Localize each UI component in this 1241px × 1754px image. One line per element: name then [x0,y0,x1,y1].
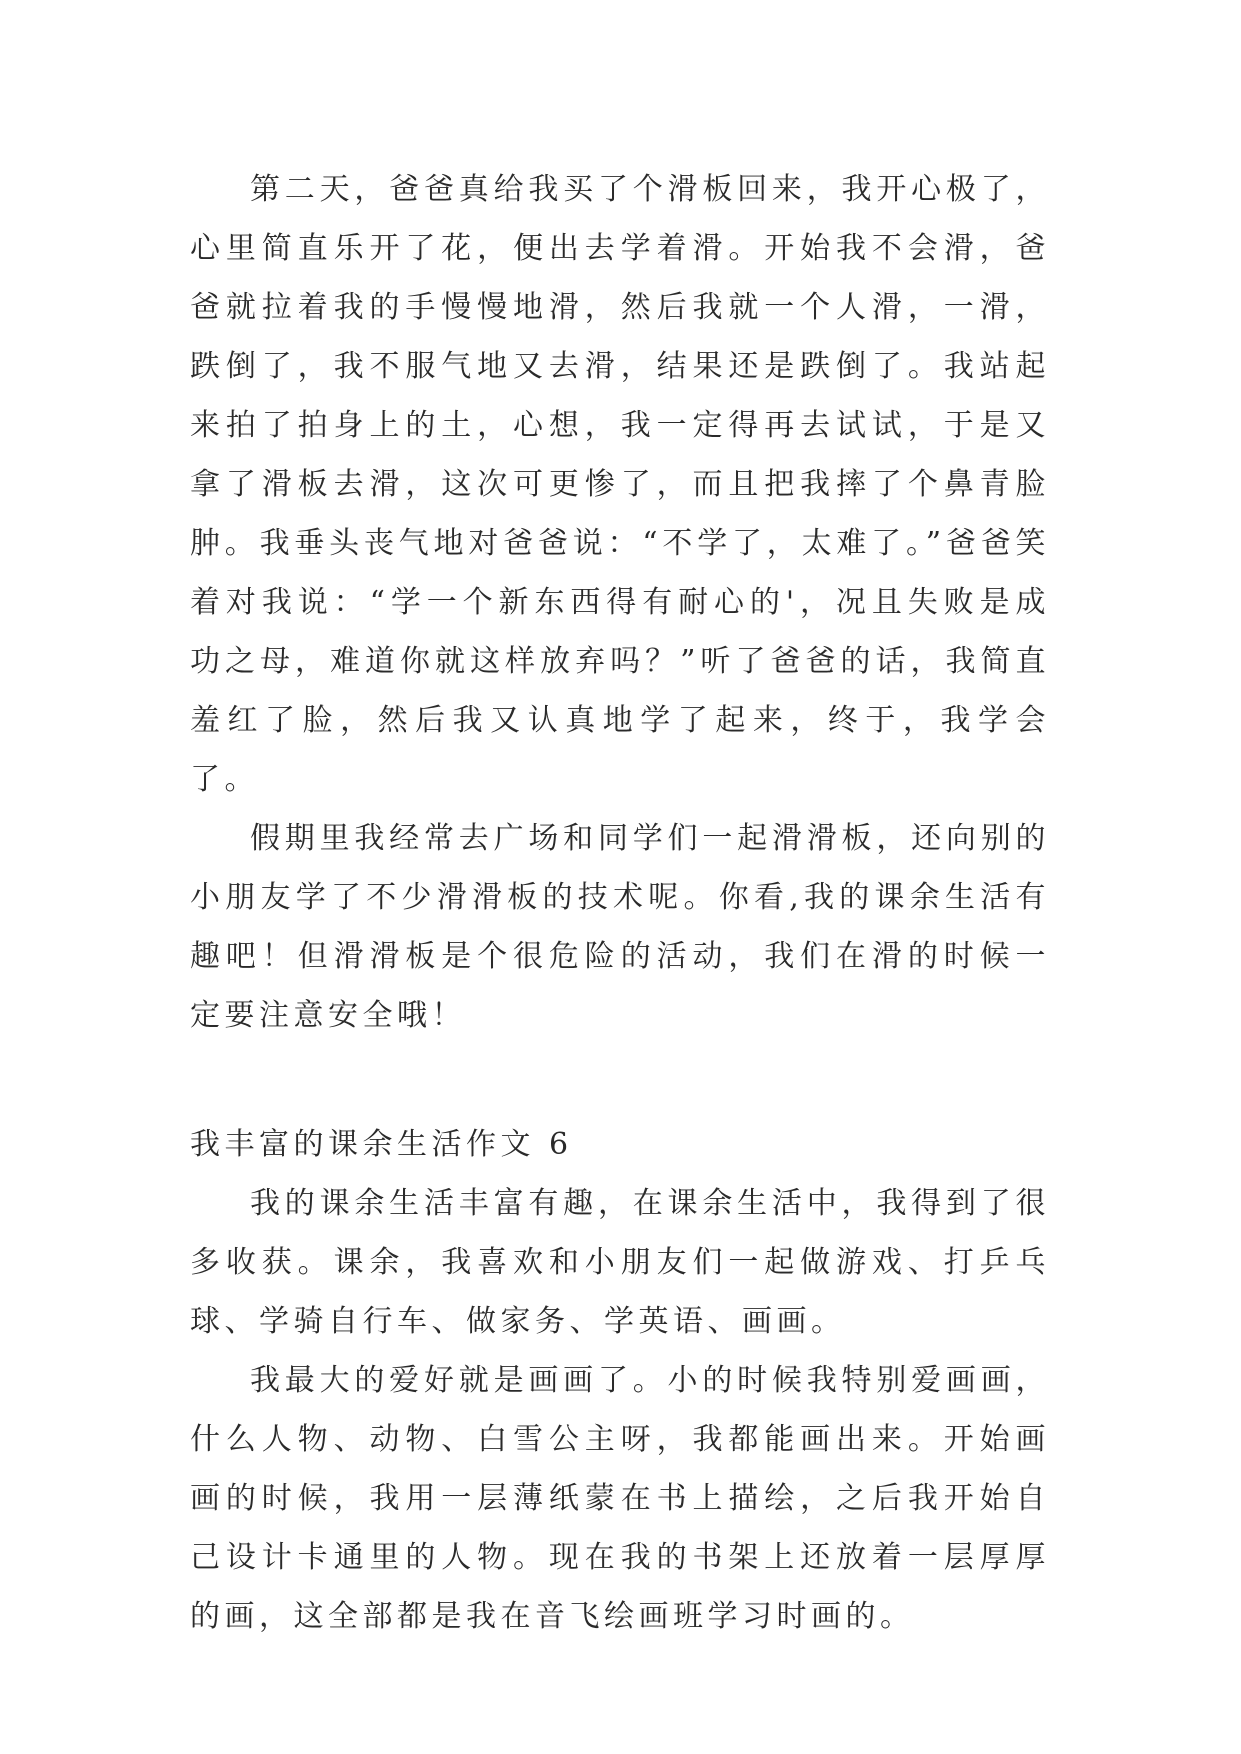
document-body [190,160,1050,1646]
paragraph-after-school-life: 我的课余生活丰富有趣，在课余生活中，我得到了很多收获。课余，我喜欢和小朋友们一起做游戏、打乒乓球、学骑自行车、做家务、学英语、画画。 [190,1186,1050,1339]
section-title: 我丰富的课余生活作文 6 [190,1127,573,1162]
paragraph-drawing-hobby: 我最大的爱好就是画画了。小的时候我特别爱画画，什么人物、动物、白雪公主呀，我都能画出来。开始画画的时候，我用一层薄纸蒙在书上描绘，之后我开始自己设计卡通里的人物。现在我的书架上还放着一层厚厚的画，这全部都是我在音飞绘画班学习时画的。 [190,1363,1050,1634]
paragraph-skateboard-learning: 第二天，爸爸真给我买了个滑板回来，我开心极了，心里简直乐开了花，便出去学着滑。开始我不会滑，爸爸就拉着我的手慢慢地滑，然后我就一个人滑，一滑，跌倒了，我不服气地又去滑，结果还是跌倒了。我站起来拍了拍身上的土，心想，我一定得再去试试，于是又拿了滑板去滑，这次可更惨了，而且把我摔了个鼻青脸肿。我垂头丧气地对爸爸说：“不学了，太难了。”爸爸笑着对我说：“学一个新东西得有耐心的'，况且失败是成功之母，难道你就这样放弃吗？”听了爸爸的话，我简直羞红了脸，然后我又认真地学了起来，终于，我学会了。 [190,172,1050,797]
paragraph-skateboard-holiday: 假期里我经常去广场和同学们一起滑滑板，还向别的小朋友学了不少滑滑板的技术呢。你看,我的课余生活有趣吧！但滑滑板是个很危险的活动，我们在滑的时候一定要注意安全哦！ [190,821,1050,1033]
